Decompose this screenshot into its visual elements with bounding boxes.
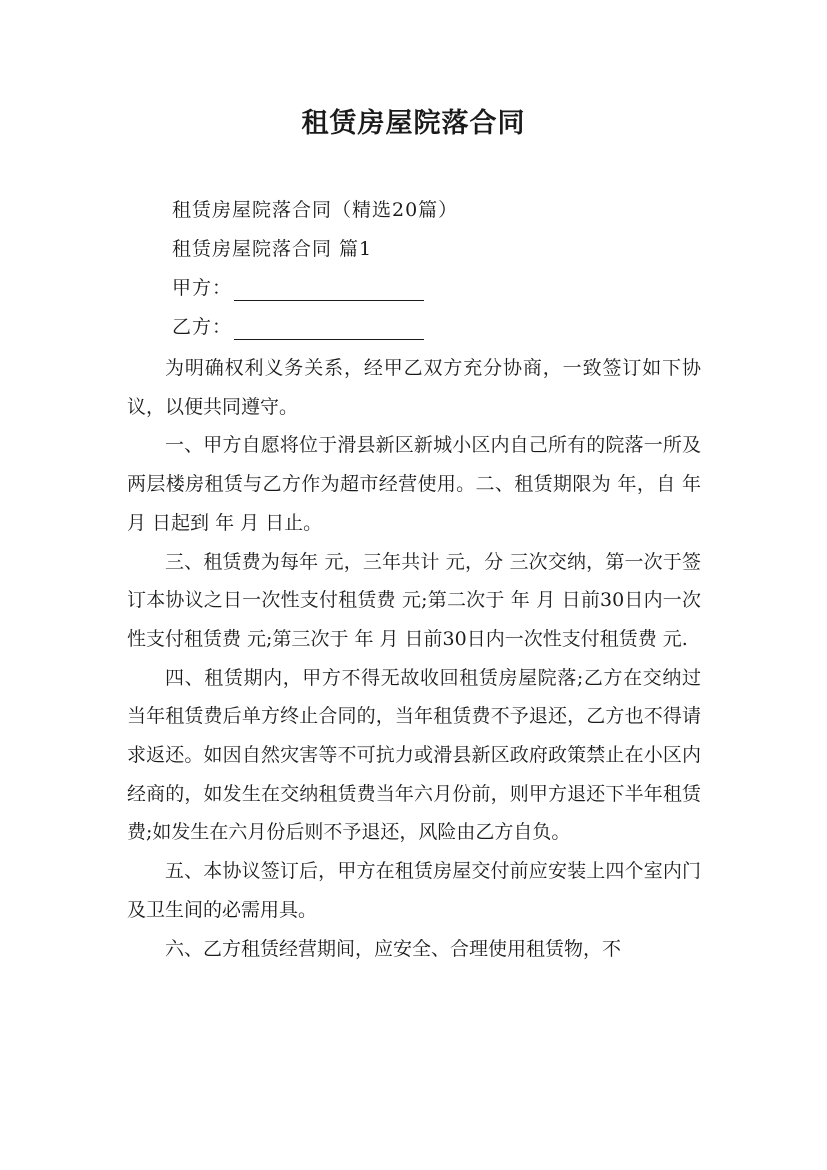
document-subtitle: 租赁房屋院落合同（精选20篇） [172, 199, 459, 221]
party-b-label: 乙方： [172, 316, 233, 338]
paragraph-clause-6: 六、乙方租赁经营期间，应安全、合理使用租赁物，不 [165, 937, 622, 960]
party-b-blank [234, 319, 424, 340]
section-heading: 租赁房屋院落合同 篇1 [172, 238, 373, 260]
paragraph-clause-3: 三、租赁费为每年 元，三年共计 元，分 三次交纳，第一次于签订本协议之日一次性支付租赁费 元;第二次于 年 月 日前30日内一次性支付租赁费 元;第三次于 年 月 日前30日内一次性支付租赁费 元. [127, 550, 701, 650]
paragraph-clause-1: 一、甲方自愿将位于滑县新区新城小区内自己所有的院落一所及两层楼房租赁与乙方作为超市经营使用。二、租赁期限为 年，自 年 月 日起到 年 月 日止。 [127, 434, 701, 534]
paragraph-clause-4: 四、租赁期内，甲方不得无故收回租赁房屋院落;乙方在交纳过当年租赁费后单方终止合同的，当年租赁费不予退还，乙方也不得请求返还。如因自然灾害等不可抗力或滑县新区政府政策禁止在小区内经商的，如发生在交纳租赁费当年六月份前，则甲方退还下半年租赁费;如发生在六月份后则不予退还，风险由乙方自负。 [127, 666, 701, 844]
document-body [127, 349, 701, 968]
party-a-label: 甲方： [172, 277, 233, 299]
party-a-line [172, 275, 424, 301]
paragraph-clause-5: 五、本协议签订后，甲方在租赁房屋交付前应安装上四个室内门及卫生间的必需用具。 [127, 860, 701, 921]
party-a-blank [234, 280, 424, 301]
party-b-line [172, 314, 424, 340]
paragraph-intro: 为明确权利义务关系，经甲乙双方充分协商，一致签订如下协议，以便共同遵守。 [127, 357, 701, 418]
document-title: 租赁房屋院落合同 [301, 108, 526, 139]
